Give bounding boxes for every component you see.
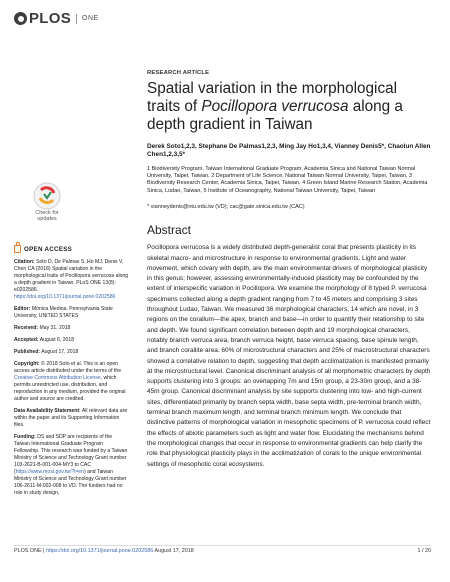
published-block: [14, 349, 129, 356]
article-main: [147, 70, 431, 470]
accepted-label: Accepted:: [14, 337, 39, 343]
plos-brand-name: PLOS: [29, 10, 72, 27]
abstract-text: Pocillopora verrucosa is a widely distributed depth-generalist coral that presents plasticity in its skeletal macro- and microstructure in response to environmental gradients. Light and water movement, which covary with depth, are the main environmental drivers of morphological plasticity in this genus; however, assessing environmentally-induced plasticity may be confounded by the extent of interspecific variation in Pocillopora. We examine the morphology of 8 typed P. verrucosa specimens collected along a depth gradient ranging from 7 to 45 meters and comprising 3 sites throughout Ludao, Taiwan. We measured 36 morphological characters, 14 which are novel, in 3 regions on the corallum—the apex, branch and base—in order to quantify their relationship to site and depth. We found significant correlation between depth and 19 morphological characters, notably branch verruca area, branch verruca height, base verruca spacing, base spinule length, and branch corallite area. 60% of microstructural characters and 25% of macrostructural characters showed a correlative relation to depth, suggesting that depth acclimatization is manifested primarily at the microstructural level. Canonical discriminant analysis of all morphometric characters by depth supports clustering into 3 groups: an overlapping 7m and 15m group, a 23-30m group, and a 38-45m group. Canonical discriminant analysis by site supports clustering into low- and high-current sites, differentiated primarily by branch septa width, base septa width, pre-terminal branch width, terminal branch maximum length, and terminal branch minimum length. We conclude that distinctive patterns of morphological variation in mesophotic specimens of P. verrucosa could reflect the effects of abiotic parameters such as light and water flow. Elucidating the mechanisms behind the morphological changes that occur in response to environmental gradients can help clarify the role that physiological plasticity plays in the acclimatization of corals to the unique environmental settings of mesophotic coral ecosystems.: [147, 244, 431, 468]
received-date: May 31, 2018: [39, 325, 71, 331]
check-for-updates-icon[interactable]: [30, 180, 64, 214]
open-access-lock-icon: [14, 245, 21, 253]
accepted-block: [14, 337, 129, 344]
citation-block: [14, 259, 129, 301]
license-link[interactable]: Creative Commons Attribution License: [14, 375, 101, 381]
editor-text: Mónica Medina, Pennsylvania State University, UNITED STATES: [14, 306, 113, 319]
logo-divider: [76, 14, 77, 24]
data-availability-text: All relevant data are within the paper and its Supporting Information files.: [14, 408, 128, 428]
corresponding-emails: * vianneydenis@ntu.edu.tw (VD); cac@gate.sinica.edu.tw (CAC): [147, 204, 305, 210]
open-access-label: OPEN ACCESS: [24, 245, 73, 253]
article-sidebar: [14, 245, 129, 502]
article-title: [147, 80, 431, 134]
abstract-heading: Abstract: [147, 223, 192, 238]
footer-journal: PLOS ONE: [14, 548, 42, 554]
open-access-indicator: [14, 245, 129, 253]
plos-brand-suffix: ONE: [82, 15, 99, 22]
funding-tail: ) and Taiwan Ministry of Science and Technology Grant number 106-2611-M-002-008 to VD. The funders had no role in study design,: [14, 469, 127, 496]
footer-citation: PLOS ONE | https://doi.org/10.1371/journal.pone.0202586 August 17, 2018: [14, 548, 194, 554]
accepted-date: August 6, 2018: [39, 337, 75, 343]
copyright-tail: , which permits unrestricted use, distribution, and reproduction in any medium, provided the original author and source are credited.: [14, 375, 126, 402]
affiliations: 1 Biodiversity Program, Taiwan International Graduate Program, Academia Sinica and National Taiwan Normal University, Taipei, Taiwan, 2 Department of Life Science, National Taiwan Normal University, Taipei, Taiwan, 3 Biodiversity Research Center, Academia Sinica, Taipei, Taiwan, 4 Green Island Marine Research Station, Academia Sinica, Ludao, Taiwan, 5 Institute of Oceanography, National Taiwan University, Taipei, Taiwan: [147, 165, 428, 194]
published-label: Published:: [14, 349, 41, 355]
author-list: Derek Soto1,2,3, Stephane De Palmas1,2,3, Ming Jay Ho1,3,4, Vianney Denis5*, Chaolun Allen Chen1,2,3,5*: [147, 143, 431, 159]
funding-block: [14, 434, 129, 497]
citation-label: Citation:: [14, 259, 35, 265]
plos-logo-mark-icon: [14, 12, 27, 25]
editor-block: [14, 306, 129, 320]
copyright-block: [14, 361, 129, 403]
footer-date: August 17, 2018: [154, 548, 194, 554]
editor-label: Editor:: [14, 306, 31, 312]
check-for-updates-label[interactable]: Check for updates: [35, 210, 59, 222]
copyright-label: Copyright:: [14, 361, 40, 367]
received-block: [14, 325, 129, 332]
title-species: Pocillopora verrucosa: [201, 98, 349, 115]
page-footer: [14, 548, 431, 554]
data-availability-label: Data Availability Statement:: [14, 408, 81, 414]
plos-logo[interactable]: [14, 10, 99, 27]
funding-label: Funding:: [14, 434, 36, 440]
funding-text: DS and SDP are recipients of the Taiwan International Graduate Program Fellowship. This research was funded by a Taiwan Ministry of Science and Technology Grant number 103-2621-B-001-004-MY3 to CAC (: [14, 434, 128, 475]
footer-doi-link[interactable]: https://doi.org/10.1371/journal.pone.0202586: [45, 548, 154, 554]
page-number: 1 / 20: [417, 548, 431, 554]
received-label: Received:: [14, 325, 39, 331]
data-availability-block: [14, 408, 129, 429]
citation-text: Soto D, De Palmas S, Ho MJ, Denis V, Chen CA (2018) Spatial variation in the morphological traits of Pocillopora verrucosa along a depth gradient in Taiwan. PLoS ONE 13(8): e0202586.: [14, 259, 129, 293]
title-part-1: Spatial variation in the morphological traits of: [147, 80, 397, 115]
funding-link[interactable]: https://www.most.gov.tw/?l=en: [15, 469, 84, 475]
copyright-text: © 2018 Soto et al. This is an open access article distributed under the terms of the: [14, 361, 122, 374]
published-date: August 17, 2018: [41, 349, 79, 355]
citation-doi-link[interactable]: https://doi.org/10.1371/journal.pone.0202586: [14, 294, 116, 300]
article-type: RESEARCH ARTICLE: [147, 70, 210, 76]
title-part-3: along a depth gradient in Taiwan: [147, 98, 403, 133]
footer-divider: [14, 545, 431, 546]
